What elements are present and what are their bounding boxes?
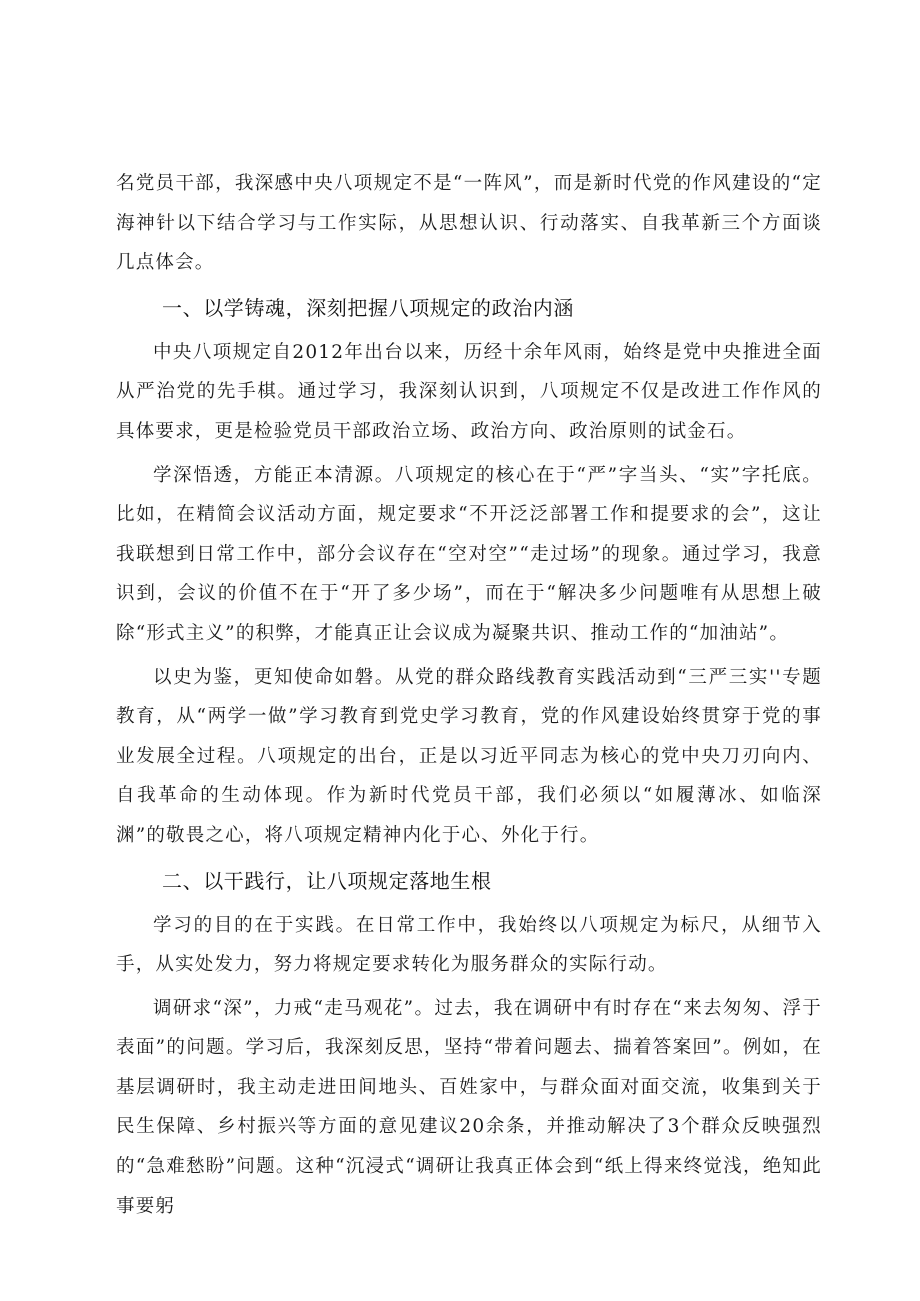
section-heading-2: 二、以干践行，让八项规定落地生根 [162, 868, 492, 893]
paragraph-intro: 名党员干部，我深感中央八项规定不是“一阵风”，而是新时代党的作风建设的“定海神针以下结合学习与工作实际，从思想认识、行动落实、自我革新三个方面谈几点体会。 [116, 173, 822, 274]
document-body [116, 164, 822, 1230]
paragraph: 调研求“深”，力戒“走马观花”。过去，我在调研中有时存在“来去匆匆、浮于表面”的问题。学习后，我深刻反思，坚持“带着问题去、揣着答案回”。例如，在基层调研时，我主动走进田间地头、百姓家中，与群众面对面交流，收集到关于民生保障、乡村振兴等方面的意见建议20余条，并推动解决了3个群众反映强烈的“急难愁盼”问题。这种“沉浸式“调研让我真正体会到“纸上得来终觉浅，绝知此事要躬 [116, 997, 822, 1217]
section-heading-1: 一、以学铸魂，深刻把握八项规定的政治内涵 [162, 295, 574, 320]
paragraph: 中央八项规定自2012年出台以来，历经十余年风雨，始终是党中央推进全面从严治党的先手棋。通过学习，我深刻认识到，八项规定不仅是改进工作作风的具体要求，更是检验党员干部政治立场、政治方向、政治原则的试金石。 [116, 341, 822, 442]
paragraph: 以史为鉴，更知使命如磐。从党的群众路线教育实践活动到“三严三实''专题教育，从“两学一做”学习教育到党史学习教育，党的作风建设始终贯穿于党的事业发展全过程。八项规定的出台，正是以习近平同志为核心的党中央刀刃向内、自我革命的生动体现。作为新时代党员干部，我们必须以“如履薄冰、如临深渊”的敬畏之心，将八项规定精神内化于心、外化于行。 [116, 666, 822, 846]
paragraph: 学习的目的在于实践。在日常工作中，我始终以八项规定为标尺，从细节入手，从实处发力，努力将规定要求转化为服务群众的实际行动。 [116, 914, 822, 976]
paragraph: 学深悟透，方能正本清源。八项规定的核心在于“严”字当头、“实”字托底。比如，在精简会议活动方面，规定要求“不开泛泛部署工作和提要求的会”，这让我联想到日常工作中，部分会议存在“空对空”“走过场”的现象。通过学习，我意识到，会议的价值不在于“开了多少场”，而在于“解决多少问题唯有从思想上破除“形式主义”的积弊，才能真正让会议成为凝聚共识、推动工作的“加油站”。 [116, 464, 822, 644]
